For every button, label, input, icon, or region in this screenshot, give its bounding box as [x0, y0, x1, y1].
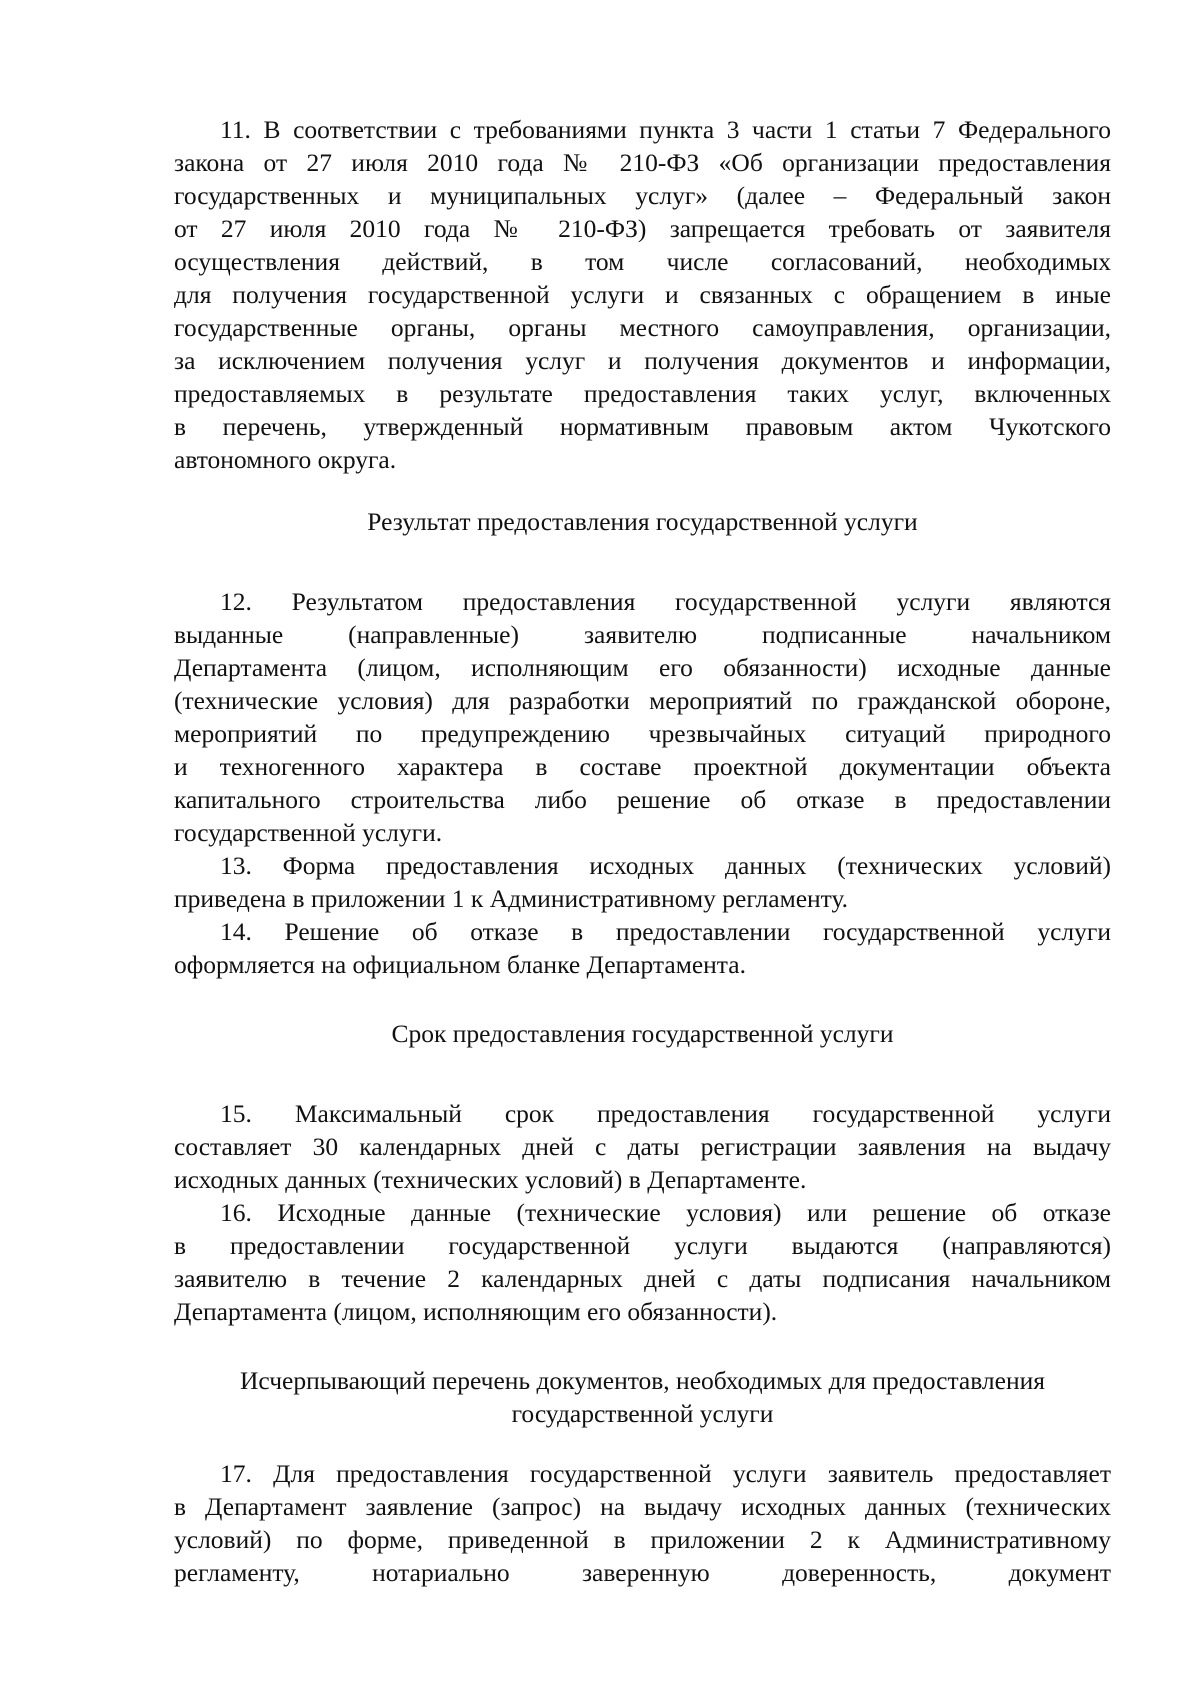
text-line: (технические условия) для разработки мероприятий по гражданской обороне,: [174, 686, 1111, 715]
paragraph-13: [174, 849, 1111, 915]
text-line: 12. Результатом предоставления государственной услуги являются: [220, 587, 1111, 616]
paragraph-12: [174, 585, 1111, 849]
paragraph-16: [174, 1196, 1111, 1328]
text-line: Департамента (лицом, исполняющим его обязанности) исходные данные: [174, 653, 1111, 682]
paragraph-11: [174, 113, 1111, 476]
text-line: в Департамент заявление (запрос) на выдачу исходных данных (технических: [174, 1492, 1111, 1521]
text-line: 17. Для предоставления государственной услуги заявитель предоставляет: [220, 1459, 1111, 1488]
section-heading-result: Результат предоставления государственной услуги: [367, 507, 918, 536]
text-line: исходных данных (технических условий) в Департаменте.: [174, 1165, 807, 1194]
text-line: автономного округа.: [174, 445, 397, 474]
section-heading-term: Срок предоставления государственной услуги: [391, 1019, 894, 1048]
text-line: от 27 июля 2010 года № 210-ФЗ) запрещается требовать от заявителя: [174, 214, 1111, 243]
text-line: составляет 30 календарных дней с даты регистрации заявления на выдачу: [174, 1132, 1111, 1161]
text-line: в предоставлении государственной услуги выдаются (направляются): [174, 1231, 1111, 1260]
text-line: государственной услуги.: [174, 818, 443, 847]
document-page: [174, 113, 1111, 1589]
text-line: за исключением получения услуг и получения документов и информации,: [174, 346, 1111, 375]
heading-line: государственной услуги: [511, 1399, 774, 1428]
text-line: предоставляемых в результате предоставления таких услуг, включенных: [174, 379, 1111, 408]
text-line: закона от 27 июля 2010 года № 210-ФЗ «Об организации предоставления: [174, 148, 1111, 177]
text-line: в перечень, утвержденный нормативным правовым актом Чукотского: [174, 412, 1111, 441]
paragraph-14: [174, 915, 1111, 981]
text-line: заявителю в течение 2 календарных дней с даты подписания начальником: [174, 1264, 1111, 1293]
text-line: государственные органы, органы местного самоуправления, организации,: [174, 313, 1111, 342]
text-line: государственных и муниципальных услуг» (далее – Федеральный закон: [174, 181, 1111, 210]
text-line: для получения государственной услуги и связанных с обращением в иные: [174, 280, 1111, 309]
heading-line: Исчерпывающий перечень документов, необходимых для предоставления: [239, 1366, 1045, 1395]
text-line: капитального строительства либо решение об отказе в предоставлении: [174, 785, 1111, 814]
text-line: выданные (направленные) заявителю подписанные начальником: [174, 620, 1111, 649]
text-line: 11. В соответствии с требованиями пункта 3 части 1 статьи 7 Федерального: [220, 115, 1111, 144]
paragraph-17: [174, 1457, 1111, 1589]
text-line: 14. Решение об отказе в предоставлении государственной услуги: [220, 917, 1111, 946]
text-line: оформляется на официальном бланке Департамента.: [174, 950, 746, 979]
text-line: 16. Исходные данные (технические условия) или решение об отказе: [220, 1198, 1111, 1227]
text-line: условий) по форме, приведенной в приложении 2 к Административному: [174, 1525, 1111, 1554]
section-heading-documents: [174, 1364, 1111, 1430]
text-line: 13. Форма предоставления исходных данных (технических условий): [220, 851, 1111, 880]
text-line: регламенту, нотариально заверенную доверенность, документ: [174, 1558, 1111, 1587]
text-line: осуществления действий, в том числе согласований, необходимых: [174, 247, 1111, 276]
text-line: и техногенного характера в составе проектной документации объекта: [174, 752, 1111, 781]
text-line: приведена в приложении 1 к Административному регламенту.: [174, 884, 849, 913]
text-line: 15. Максимальный срок предоставления государственной услуги: [220, 1099, 1111, 1128]
text-line: Департамента (лицом, исполняющим его обязанности).: [174, 1297, 778, 1326]
text-line: мероприятий по предупреждению чрезвычайных ситуаций природного: [174, 719, 1111, 748]
paragraph-15: [174, 1097, 1111, 1196]
